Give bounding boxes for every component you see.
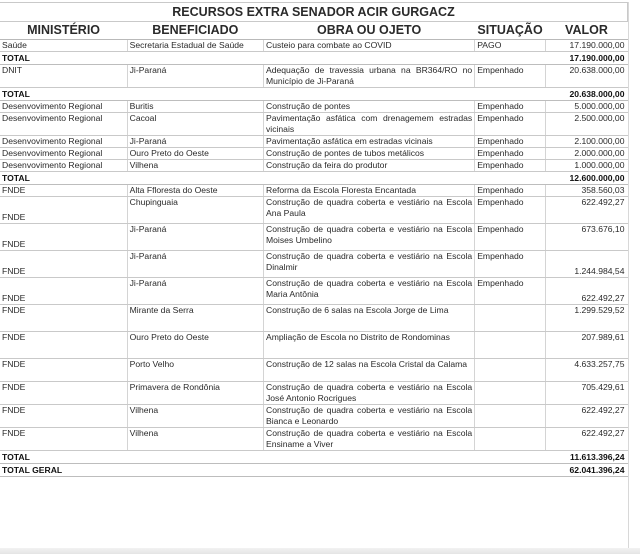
obra-cell: Construção de 6 salas na Escola Jorge de Lima — [263, 305, 474, 332]
header-obra: OBRA OU OJETO — [263, 22, 474, 40]
table-row — [0, 332, 628, 359]
total-label: TOTAL — [0, 172, 545, 185]
obra-cell: Construção de pontes — [263, 101, 474, 113]
total-row — [0, 451, 628, 464]
situacao-cell — [475, 382, 546, 405]
total-row — [0, 172, 628, 185]
valor-cell: 622.492,27 — [545, 278, 627, 305]
valor-cell: 622.492,27 — [545, 405, 627, 428]
obra-cell: Construção de quadra coberta e vestiário na Escola Ana Paula — [263, 197, 474, 224]
situacao-cell: Empenhado — [475, 224, 546, 251]
obra-cell: Ampliação de Escola no Distrito de Rondominas — [263, 332, 474, 359]
beneficiado-cell: Buritis — [127, 101, 263, 113]
valor-cell: 622.492,27 — [545, 428, 627, 451]
table-row — [0, 251, 628, 278]
table-right-border — [628, 2, 629, 548]
situacao-cell: Empenhado — [475, 113, 546, 136]
situacao-cell: Empenhado — [475, 251, 546, 278]
table-row — [0, 278, 628, 305]
grand-total-row — [0, 464, 628, 477]
valor-cell: 358.560,03 — [545, 185, 627, 197]
valor-cell: 2.500.000,00 — [545, 113, 627, 136]
beneficiado-cell: Ji-Paraná — [127, 278, 263, 305]
obra-cell: Adequação de travessia urbana na BR364/RO no Município de Ji-Paraná — [263, 65, 474, 88]
ministerio-cell: FNDE — [0, 197, 127, 224]
obra-cell: Construção de quadra coberta e vestiário na Escola Bianca e Leonardo — [263, 405, 474, 428]
valor-cell: 207.989,61 — [545, 332, 627, 359]
total-value: 17.190.000,00 — [545, 52, 627, 65]
situacao-cell — [475, 428, 546, 451]
ministerio-cell: FNDE — [0, 405, 127, 428]
beneficiado-cell: Secretaria Estadual de Saúde — [127, 40, 263, 52]
table-row — [0, 113, 628, 136]
beneficiado-cell: Mirante da Serra — [127, 305, 263, 332]
beneficiado-cell: Ouro Preto do Oeste — [127, 148, 263, 160]
situacao-cell: Empenhado — [475, 197, 546, 224]
obra-cell: Construção de quadra coberta e vestiário na Escola José Antonio Rocrigues — [263, 382, 474, 405]
ministerio-cell: Desenvovimento Regional — [0, 136, 127, 148]
table-row — [0, 101, 628, 113]
situacao-cell: Empenhado — [475, 160, 546, 172]
ministerio-cell: FNDE — [0, 428, 127, 451]
table-row — [0, 359, 628, 382]
total-value: 20.638.000,00 — [545, 88, 627, 101]
header-valor: VALOR — [545, 22, 627, 40]
valor-cell: 705.429,61 — [545, 382, 627, 405]
table-row — [0, 160, 628, 172]
situacao-cell: Empenhado — [475, 101, 546, 113]
total-value: 11.613.396,24 — [545, 451, 627, 464]
beneficiado-cell: Ji-Paraná — [127, 224, 263, 251]
ministerio-cell: FNDE — [0, 278, 127, 305]
obra-cell: Pavimentação asfática em estradas vicinais — [263, 136, 474, 148]
valor-cell: 1.000.000,00 — [545, 160, 627, 172]
table-row — [0, 40, 628, 52]
table-row — [0, 428, 628, 451]
situacao-cell — [475, 332, 546, 359]
table-row — [0, 136, 628, 148]
beneficiado-cell: Alta Ffloresta do Oeste — [127, 185, 263, 197]
table-row — [0, 224, 628, 251]
beneficiado-cell: Vilhena — [127, 405, 263, 428]
beneficiado-cell: Ouro Preto do Oeste — [127, 332, 263, 359]
total-label: TOTAL — [0, 52, 545, 65]
ministerio-cell: FNDE — [0, 332, 127, 359]
valor-cell: 1.244.984,54 — [545, 251, 627, 278]
beneficiado-cell: Ji-Paraná — [127, 251, 263, 278]
table-row — [0, 305, 628, 332]
beneficiado-cell: Primavera de Rondônia — [127, 382, 263, 405]
ministerio-cell: FNDE — [0, 305, 127, 332]
ministerio-cell: FNDE — [0, 185, 127, 197]
total-row — [0, 88, 628, 101]
obra-cell: Construção de quadra coberta e vestiário na Escola Moises Umbelino — [263, 224, 474, 251]
total-value: 62.041.396,24 — [545, 464, 627, 477]
situacao-cell: Empenhado — [475, 185, 546, 197]
beneficiado-cell: Ji-Paraná — [127, 65, 263, 88]
table-title: RECURSOS EXTRA SENADOR ACIR GURGACZ — [0, 3, 628, 22]
total-label: TOTAL GERAL — [0, 464, 545, 477]
table-row — [0, 197, 628, 224]
ministerio-cell: Desenvovimento Regional — [0, 113, 127, 136]
ministerio-cell: Saúde — [0, 40, 127, 52]
total-row — [0, 52, 628, 65]
ministerio-cell: Desenvovimento Regional — [0, 101, 127, 113]
valor-cell: 20.638.000,00 — [545, 65, 627, 88]
ministerio-cell: FNDE — [0, 251, 127, 278]
obra-cell: Construção de quadra coberta e vestiário na Escola Maria Antônia — [263, 278, 474, 305]
table-row — [0, 65, 628, 88]
situacao-cell — [475, 405, 546, 428]
valor-cell: 4.633.257,75 — [545, 359, 627, 382]
obra-cell: Construção de 12 salas na Escola Cristal da Calama — [263, 359, 474, 382]
valor-cell: 673.676,10 — [545, 224, 627, 251]
ministerio-cell: Desenvovimento Regional — [0, 160, 127, 172]
table-row — [0, 382, 628, 405]
total-label: TOTAL — [0, 451, 545, 464]
ministerio-cell: DNIT — [0, 65, 127, 88]
situacao-cell: Empenhado — [475, 65, 546, 88]
header-row — [0, 22, 628, 40]
beneficiado-cell: Cacoal — [127, 113, 263, 136]
table-row — [0, 185, 628, 197]
beneficiado-cell: Vilhena — [127, 428, 263, 451]
situacao-cell: PAGO — [475, 40, 546, 52]
situacao-cell: Empenhado — [475, 136, 546, 148]
beneficiado-cell: Porto Velho — [127, 359, 263, 382]
beneficiado-cell: Chupinguaia — [127, 197, 263, 224]
valor-cell: 2.100.000,00 — [545, 136, 627, 148]
situacao-cell — [475, 305, 546, 332]
valor-cell: 17.190.000,00 — [545, 40, 627, 52]
ministerio-cell: FNDE — [0, 359, 127, 382]
obra-cell: Construção de quadra coberta e vestiário na Escola Dinalmir — [263, 251, 474, 278]
total-value: 12.600.000,00 — [545, 172, 627, 185]
resources-table — [0, 2, 628, 477]
obra-cell: Construção da feira do produtor — [263, 160, 474, 172]
obra-cell: Pavimentação asfática com drenagemem estradas vicinais — [263, 113, 474, 136]
table-row — [0, 148, 628, 160]
beneficiado-cell: Ji-Paraná — [127, 136, 263, 148]
obra-cell: Construção de pontes de tubos metálicos — [263, 148, 474, 160]
obra-cell: Reforma da Escola Floresta Encantada — [263, 185, 474, 197]
table-row — [0, 405, 628, 428]
title-row — [0, 3, 628, 22]
header-situacao: SITUAÇÃO — [475, 22, 546, 40]
obra-cell: Custeio para combate ao COVID — [263, 40, 474, 52]
obra-cell: Construção de quadra coberta e vestiário na Escola Ensiname a Viver — [263, 428, 474, 451]
ministerio-cell: Desenvovimento Regional — [0, 148, 127, 160]
situacao-cell: Empenhado — [475, 278, 546, 305]
total-label: TOTAL — [0, 88, 545, 101]
valor-cell: 2.000.000,00 — [545, 148, 627, 160]
spreadsheet — [0, 2, 628, 477]
valor-cell: 622.492,27 — [545, 197, 627, 224]
situacao-cell: Empenhado — [475, 148, 546, 160]
valor-cell: 5.000.000,00 — [545, 101, 627, 113]
header-beneficiado: BENEFICIADO — [127, 22, 263, 40]
ministerio-cell: FNDE — [0, 382, 127, 405]
ministerio-cell: FNDE — [0, 224, 127, 251]
beneficiado-cell: Vilhena — [127, 160, 263, 172]
header-ministerio: MINISTÉRIO — [0, 22, 127, 40]
valor-cell: 1.299.529,52 — [545, 305, 627, 332]
bottom-shadow — [0, 548, 640, 554]
situacao-cell — [475, 359, 546, 382]
